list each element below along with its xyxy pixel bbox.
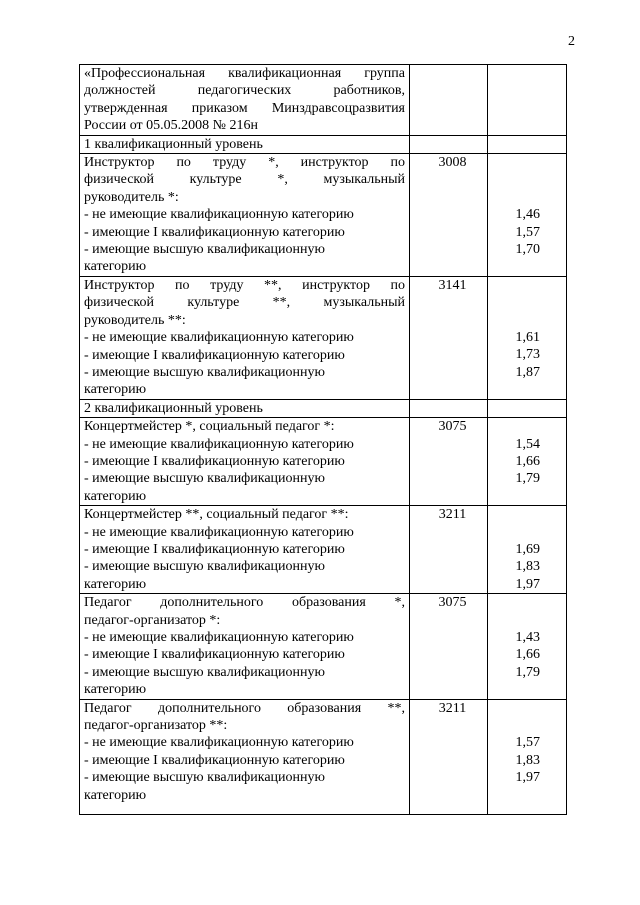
coef-cell <box>488 699 567 814</box>
position-title-line: Инструктор по труду *, инструктор по <box>84 155 405 171</box>
pkg-code: 3075 <box>438 595 467 611</box>
category-line: - не имеющие квалификационную категорию <box>84 330 354 346</box>
table-row-group <box>80 506 567 594</box>
position-title-line: Инструктор по труду **, инструктор по <box>84 277 405 293</box>
category-line: - имеющие высшую квалификационную <box>84 364 325 380</box>
category-line: - имеющие высшую квалификационную <box>84 770 325 786</box>
position-title-line: руководитель *: <box>84 189 179 205</box>
coefficient: 1,43 <box>515 629 540 645</box>
position-title-line: Концертмейстер **, социальный педагог **: <box>84 507 349 523</box>
position-title-line: физической культуре *, музыкальный <box>84 172 405 188</box>
position-cell <box>80 594 410 699</box>
category-line: - не имеющие квалификационную категорию <box>84 207 354 223</box>
coefficient: 1,87 <box>515 364 540 380</box>
table-row-level <box>80 135 567 153</box>
position-cell <box>80 699 410 814</box>
code-cell <box>410 399 488 417</box>
header-line: должностей педагогических работников, <box>84 83 405 99</box>
header-line: «Профессиональная квалификационная группа <box>84 66 405 81</box>
position-title-line: педагог-организатор *: <box>84 612 221 628</box>
coef-cell <box>488 594 567 699</box>
category-line: категорию <box>84 488 147 504</box>
category-line: - не имеющие квалификационную категорию <box>84 436 354 452</box>
category-line: - имеющие I квалификационную категорию <box>84 647 345 663</box>
level-title: 2 квалификационный уровень <box>80 399 410 417</box>
coefficient: 1,57 <box>515 224 540 240</box>
pkg-code: 3075 <box>438 419 467 435</box>
coef-cell <box>488 506 567 594</box>
coefficient: 1,73 <box>515 347 540 363</box>
pkg-code: 3141 <box>438 277 467 293</box>
coefficient: 1,70 <box>515 242 540 258</box>
table-row-header <box>80 65 567 136</box>
pkg-code: 3008 <box>438 155 467 171</box>
header-line: России от 05.05.2008 № 216н <box>84 118 258 134</box>
coef-cell <box>488 418 567 506</box>
position-title-line: педагог-организатор **: <box>84 718 228 734</box>
coefficient: 1,97 <box>515 770 540 786</box>
position-cell <box>80 276 410 399</box>
table-row-group <box>80 418 567 506</box>
category-line: - имеющие высшую квалификационную <box>84 471 325 487</box>
category-line: - не имеющие квалификационную категорию <box>84 735 354 751</box>
coefficient: 1,83 <box>515 752 540 768</box>
coefficient: 1,79 <box>515 471 540 487</box>
coefficient: 1,66 <box>515 453 540 469</box>
position-cell <box>80 418 410 506</box>
code-cell <box>410 699 488 814</box>
code-cell <box>410 135 488 153</box>
table-row-group <box>80 594 567 699</box>
page-number: 2 <box>568 34 575 49</box>
level-title: 1 квалификационный уровень <box>80 135 410 153</box>
qualification-table <box>79 64 567 815</box>
coefficient: 1,54 <box>515 436 540 452</box>
position-cell <box>80 154 410 277</box>
category-line: категорию <box>84 382 147 398</box>
table-row-group <box>80 276 567 399</box>
code-cell <box>410 154 488 277</box>
coefficient: 1,46 <box>515 207 540 223</box>
table-row-group <box>80 699 567 814</box>
category-line: - имеющие высшую квалификационную <box>84 559 325 575</box>
coefficient: 1,79 <box>515 664 540 680</box>
header-cell <box>80 65 410 136</box>
table-row-level <box>80 399 567 417</box>
coefficient: 1,83 <box>515 559 540 575</box>
position-cell <box>80 506 410 594</box>
code-cell <box>410 65 488 136</box>
code-cell <box>410 594 488 699</box>
coef-cell <box>488 276 567 399</box>
category-line: - имеющие высшую квалификационную <box>84 664 325 680</box>
category-line: категорию <box>84 259 147 275</box>
coefficient: 1,61 <box>515 330 540 346</box>
category-line: категорию <box>84 787 147 803</box>
category-line: - имеющие I квалификационную категорию <box>84 752 345 768</box>
coefficient: 1,66 <box>515 647 540 663</box>
code-cell <box>410 276 488 399</box>
coef-cell <box>488 154 567 277</box>
table-row-group <box>80 154 567 277</box>
coefficient: 1,57 <box>515 735 540 751</box>
category-line: - имеющие высшую квалификационную <box>84 242 325 258</box>
pkg-code: 3211 <box>438 700 467 716</box>
pkg-code: 3211 <box>438 507 467 523</box>
header-line: утвержденная приказом Минздравсоцразвития <box>84 100 405 116</box>
code-cell <box>410 506 488 594</box>
category-line: - не имеющие квалификационную категорию <box>84 524 354 540</box>
coefficient: 1,97 <box>515 576 540 592</box>
category-line: категорию <box>84 576 147 592</box>
coef-cell <box>488 399 567 417</box>
category-line: категорию <box>84 682 147 698</box>
coef-cell <box>488 135 567 153</box>
category-line: - не имеющие квалификационную категорию <box>84 630 354 645</box>
position-title-line: Педагог дополнительного образования **, <box>84 700 405 716</box>
position-title-line: физической культуре **, музыкальный <box>84 295 405 311</box>
category-line: - имеющие I квалификационную категорию <box>84 453 345 469</box>
category-line: - имеющие I квалификационную категорию <box>84 541 345 557</box>
position-title-line: Концертмейстер *, социальный педагог *: <box>84 419 335 435</box>
code-cell <box>410 418 488 506</box>
category-line: - имеющие I квалификационную категорию <box>84 347 345 363</box>
position-title-line: руководитель **: <box>84 312 186 328</box>
coefficient: 1,69 <box>515 541 540 557</box>
coef-cell <box>488 65 567 136</box>
category-line: - имеющие I квалификационную категорию <box>84 224 345 240</box>
position-title-line: Педагог дополнительного образования *, <box>84 595 405 611</box>
